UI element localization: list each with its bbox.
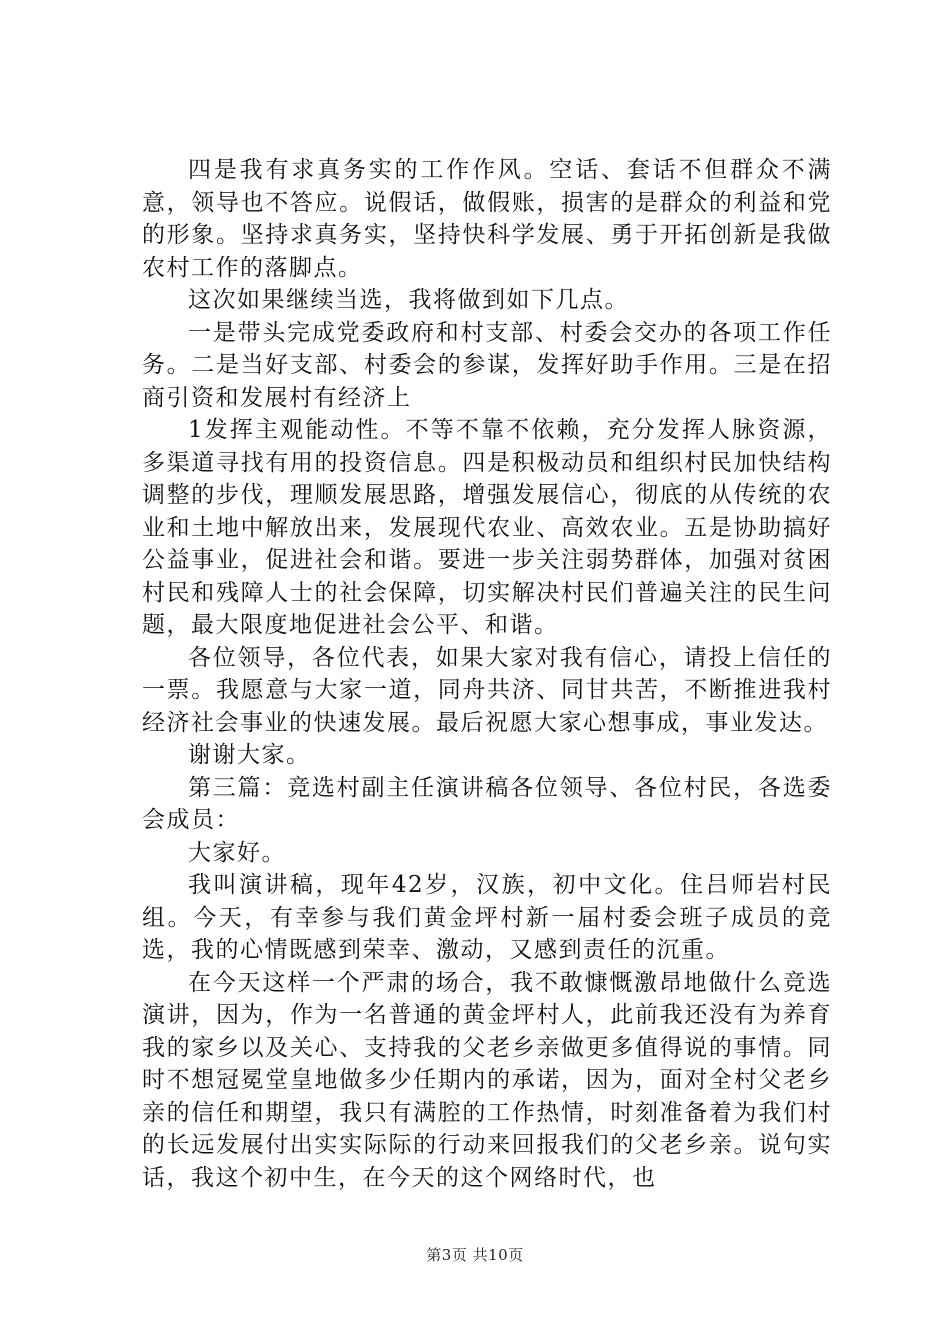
page-number-label: 第3页 共10页 [426, 1246, 524, 1264]
page-footer [0, 1244, 950, 1265]
paragraph: 这次如果继续当选，我将做到如下几点。 [188, 287, 629, 313]
paragraph: 大家好。 [188, 839, 286, 866]
paragraph: 一是带头完成党委政府和村支部、村委会交办的各项工作任务。二是当好支部、村委会的参谋，发挥好助手作用。三是在招商引资和发展村有经济上 [142, 319, 832, 411]
document-body [142, 154, 832, 1194]
paragraph: 第三篇：竞选村副主任演讲稿各位领导、各位村民，各选委会成员： [142, 774, 832, 833]
paragraph: 在今天这样一个严肃的场合，我不敢慷慨激昂地做什么竞选演讲，因为，作为一名普通的黄金坪村人，此前我还没有为养育我的家乡以及关心、支持我的父老乡亲做更多值得说的事情。同时不想冠冕堂皇地做多少任期内的承诺，因为，面对全村父老乡亲的信任和期望，我只有满腔的工作热情，时刻准备着为我们村的长远发展付出实实际际的行动来回报我们的父老乡亲。说句实话，我这个初中生，在今天的这个网络时代，也 [142, 969, 832, 1191]
paragraph: 谢谢大家。 [188, 742, 311, 768]
paragraph: 四是我有求真务实的工作作风。空话、套话不但群众不满意，领导也不答应。说假话，做假账，损害的是群众的利益和党的形象。坚持求真务实，坚持快科学发展、勇于开拓创新是我做农村工作的落脚点。 [142, 157, 832, 281]
paragraph: 各位领导，各位代表，如果大家对我有信心，请投上信任的一票。我愿意与大家一道，同舟共济、同甘共苦，不断推进我村经济社会事业的快速发展。最后祝愿大家心想事成，事业发达。 [142, 644, 832, 736]
paragraph: 我叫演讲稿，现年42岁，汉族，初中文化。住吕师岩村民组。今天，有幸参与我们黄金坪村新一届村委会班子成员的竞选，我的心情既感到荣幸、激动，又感到责任的沉重。 [142, 872, 832, 963]
paragraph: 1发挥主观能动性。不等不靠不依赖，充分发挥人脉资源，多渠道寻找有用的投资信息。四是积极动员和组织村民加快结构调整的步伐，理顺发展思路，增强发展信心，彻底的从传统的农业和土地中解放出来，发展现代农业、高效农业。五是协助搞好公益事业，促进社会和谐。要进一步关注弱势群体，加强对贫困村民和残障人士的社会保障，切实解决村民们普遍关注的民生问题，最大限度地促进社会公平、和谐。 [142, 417, 832, 638]
